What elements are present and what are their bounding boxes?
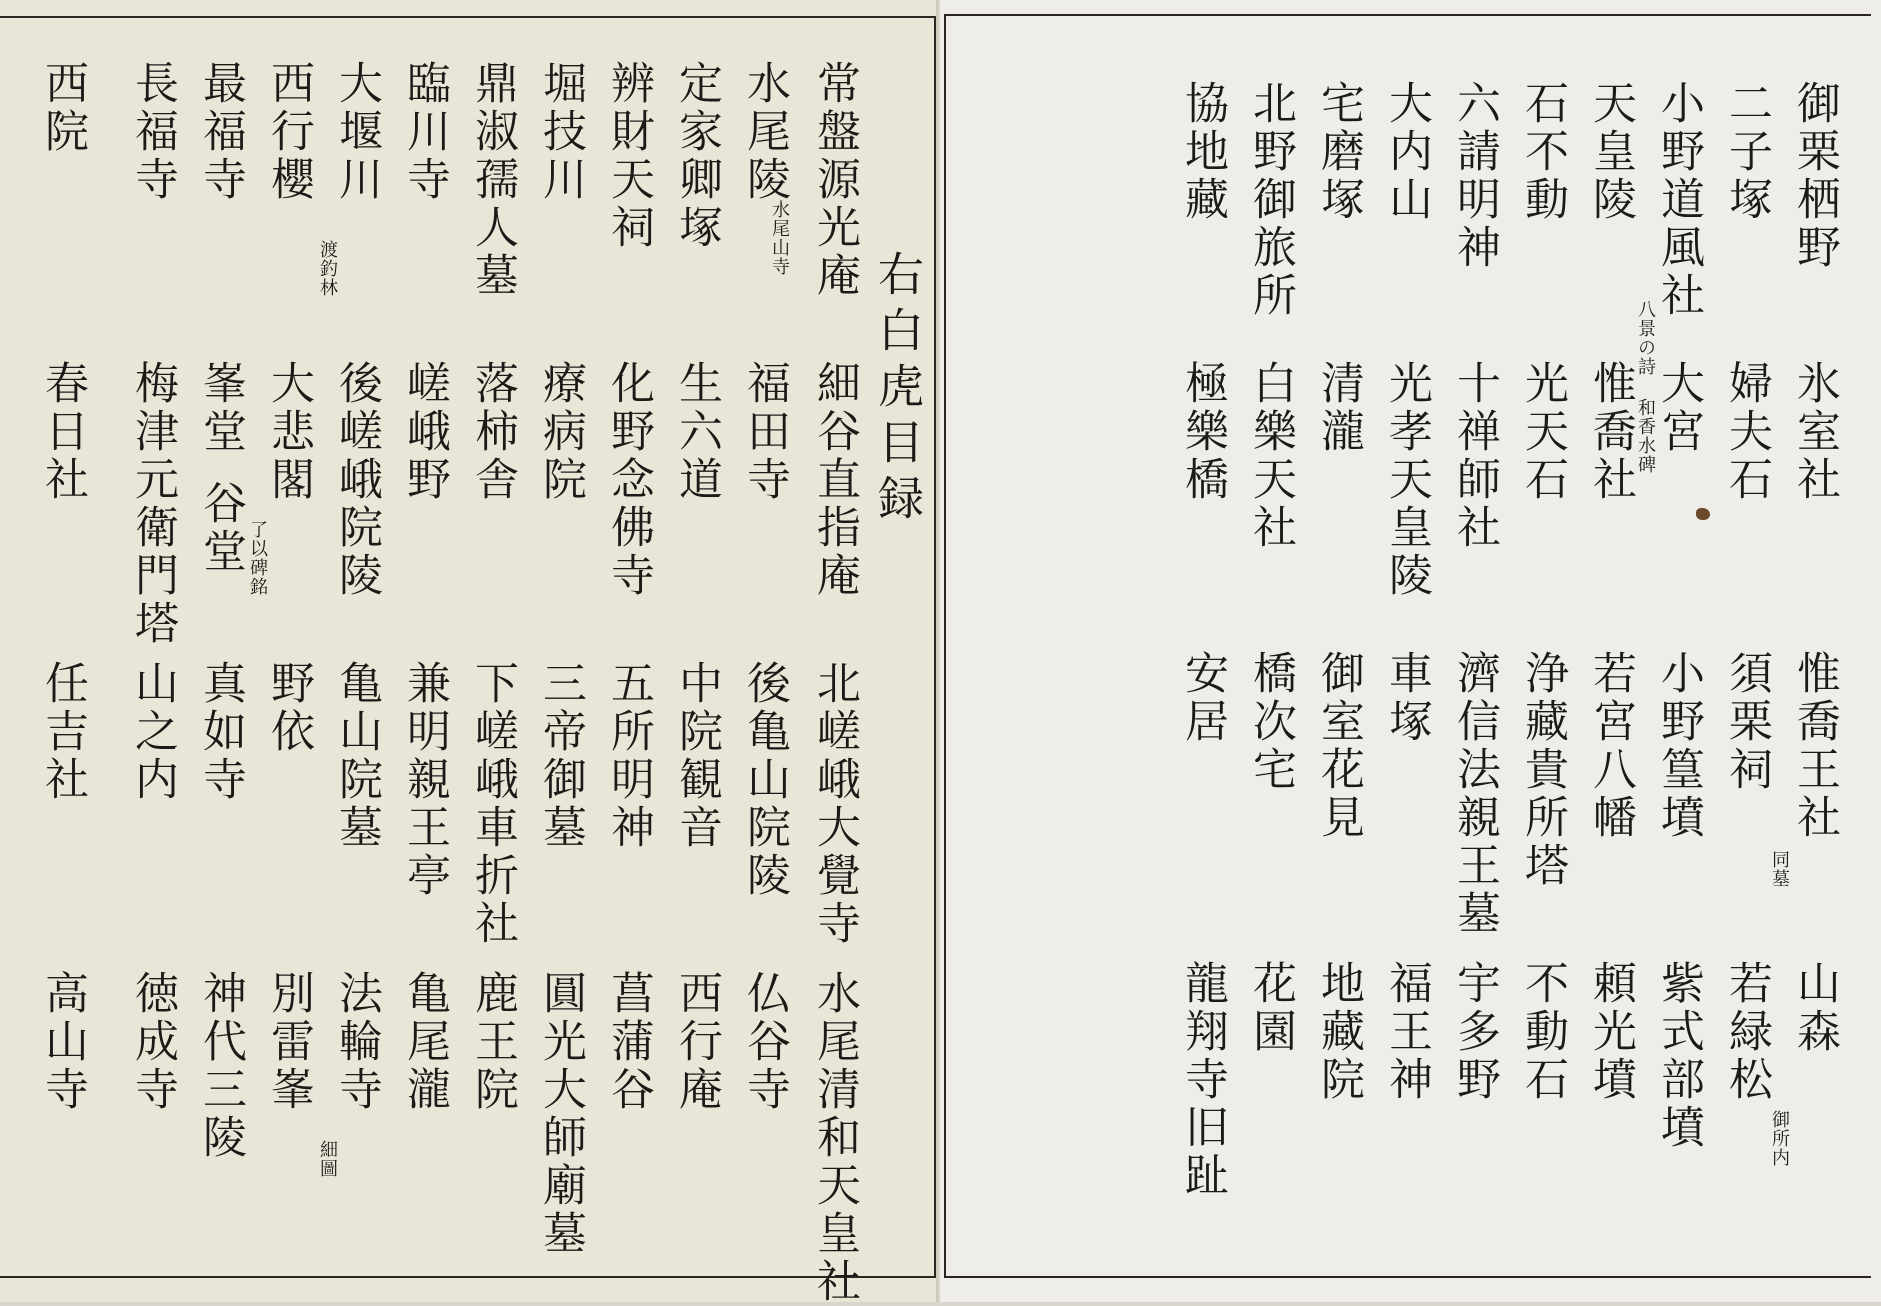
entry: 野依	[263, 660, 314, 756]
entry: 婦夫石	[1721, 360, 1772, 504]
entry: 若宮八幡	[1585, 650, 1636, 842]
entry: 西院	[37, 60, 88, 156]
annotation: 細圖	[317, 1140, 338, 1178]
entry: 細谷直指庵	[809, 360, 860, 600]
entry: 水尾清和天皇社	[809, 970, 860, 1306]
annotation: 水尾山寺	[769, 200, 790, 276]
entry: 宇多野	[1449, 960, 1500, 1104]
entry: 六請明神	[1449, 80, 1500, 272]
entry: 峯堂	[195, 360, 246, 456]
entry: 下嵯峨車折社	[467, 660, 518, 948]
entry: 浄藏貴所塔	[1517, 650, 1568, 890]
entry: 堀技川	[535, 60, 586, 204]
entry: 大宮	[1653, 360, 1704, 456]
entry: 天皇陵	[1585, 80, 1636, 224]
entry: 三帝御墓	[535, 660, 586, 852]
entry: 頼光墳	[1585, 960, 1636, 1104]
entry: 水尾陵	[739, 60, 790, 204]
entry: 鹿王院	[467, 970, 518, 1114]
entry: 不動石	[1517, 960, 1568, 1104]
annotation: 同墓	[1769, 850, 1790, 888]
entry: 協地藏	[1177, 80, 1228, 224]
entry: 大堰川	[331, 60, 382, 204]
entry: 宅磨塚	[1313, 80, 1364, 224]
entry: 地藏院	[1313, 960, 1364, 1104]
entry: 後嵯峨院陵	[331, 360, 382, 600]
entry: 菖蒲谷	[603, 970, 654, 1114]
entry: 療病院	[535, 360, 586, 504]
entry: 真如寺	[195, 660, 246, 804]
entry: 梅津元衛門塔	[127, 360, 178, 648]
entry: 圓光大師廟墓	[535, 970, 586, 1258]
entry: 高山寺	[37, 970, 88, 1114]
entry: 兼明親王亭	[399, 660, 450, 900]
entry: 谷堂	[195, 480, 246, 576]
entry: 仏谷寺	[739, 970, 790, 1114]
right-page	[940, 0, 1881, 1302]
entry: 福田寺	[739, 360, 790, 504]
entry: 龍翔寺旧趾	[1177, 960, 1228, 1200]
entry: 若緑松	[1721, 960, 1772, 1104]
entry: 西行庵	[671, 970, 722, 1114]
entry: 定家卿塚	[671, 60, 722, 252]
entry: 山森	[1789, 960, 1840, 1056]
entry: 山之内	[127, 660, 178, 804]
entry: 花園	[1245, 960, 1296, 1056]
entry: 極樂橋	[1177, 360, 1228, 504]
entry: 十禅師社	[1449, 360, 1500, 552]
entry: 二子塚	[1721, 80, 1772, 224]
entry: 福王神	[1381, 960, 1432, 1104]
entry: 北野御旅所	[1245, 80, 1296, 320]
entry: 五所明神	[603, 660, 654, 852]
entry: 須栗祠	[1721, 650, 1772, 794]
entry: 最福寺	[195, 60, 246, 204]
entry: 落柿舎	[467, 360, 518, 504]
entry: 惟喬王社	[1789, 650, 1840, 842]
entry: 西行櫻	[263, 60, 314, 204]
entry: 石不動	[1517, 80, 1568, 224]
entry: 生六道	[671, 360, 722, 504]
entry: 濟信法親王墓	[1449, 650, 1500, 938]
annotation: 御所内	[1769, 1110, 1790, 1167]
entry: 大内山	[1381, 80, 1432, 224]
entry: 安居	[1177, 650, 1228, 746]
entry: 光孝天皇陵	[1381, 360, 1432, 600]
annotation: 渡釣林	[317, 240, 338, 297]
entry: 常盤源光庵	[809, 60, 860, 300]
entry: 白樂天社	[1245, 360, 1296, 552]
entry: 臨川寺	[399, 60, 450, 204]
entry: 清瀧	[1313, 360, 1364, 456]
entry: 惟喬社	[1585, 360, 1636, 504]
entry: 小野篁墳	[1653, 650, 1704, 842]
entry: 春日社	[37, 360, 88, 504]
entry: 辨財天祠	[603, 60, 654, 252]
entry: 法輪寺	[331, 970, 382, 1114]
entry: 大悲閣	[263, 360, 314, 504]
entry: 亀山院墓	[331, 660, 382, 852]
entry: 別雷峯	[263, 970, 314, 1114]
entry: 化野念佛寺	[603, 360, 654, 600]
entry: 小野道風社	[1653, 80, 1704, 320]
entry: 鼎淑孺人墓	[467, 60, 518, 300]
entry: 御室花見	[1313, 650, 1364, 842]
ink-stain	[1696, 508, 1710, 520]
entry: 御栗栖野	[1789, 80, 1840, 272]
left-page	[0, 0, 940, 1306]
entry: 紫式部墳	[1653, 960, 1704, 1152]
entry: 任吉社	[37, 660, 88, 804]
page-title: 右白虎目録	[871, 250, 925, 530]
entry: 北嵯峨大覺寺	[809, 660, 860, 948]
entry: 嵯峨野	[399, 360, 450, 504]
entry: 車塚	[1381, 650, 1432, 746]
entry: 光天石	[1517, 360, 1568, 504]
entry: 亀尾瀧	[399, 970, 450, 1114]
entry: 氷室社	[1789, 360, 1840, 504]
entry: 橋次宅	[1245, 650, 1296, 794]
entry: 中院観音	[671, 660, 722, 852]
annotation: 了以碑銘	[247, 520, 268, 596]
annotation: 八景の詩 和香水碑	[1635, 300, 1656, 474]
entry: 神代三陵	[195, 970, 246, 1162]
entry: 徳成寺	[127, 970, 178, 1114]
entry: 長福寺	[127, 60, 178, 204]
entry: 後亀山院陵	[739, 660, 790, 900]
